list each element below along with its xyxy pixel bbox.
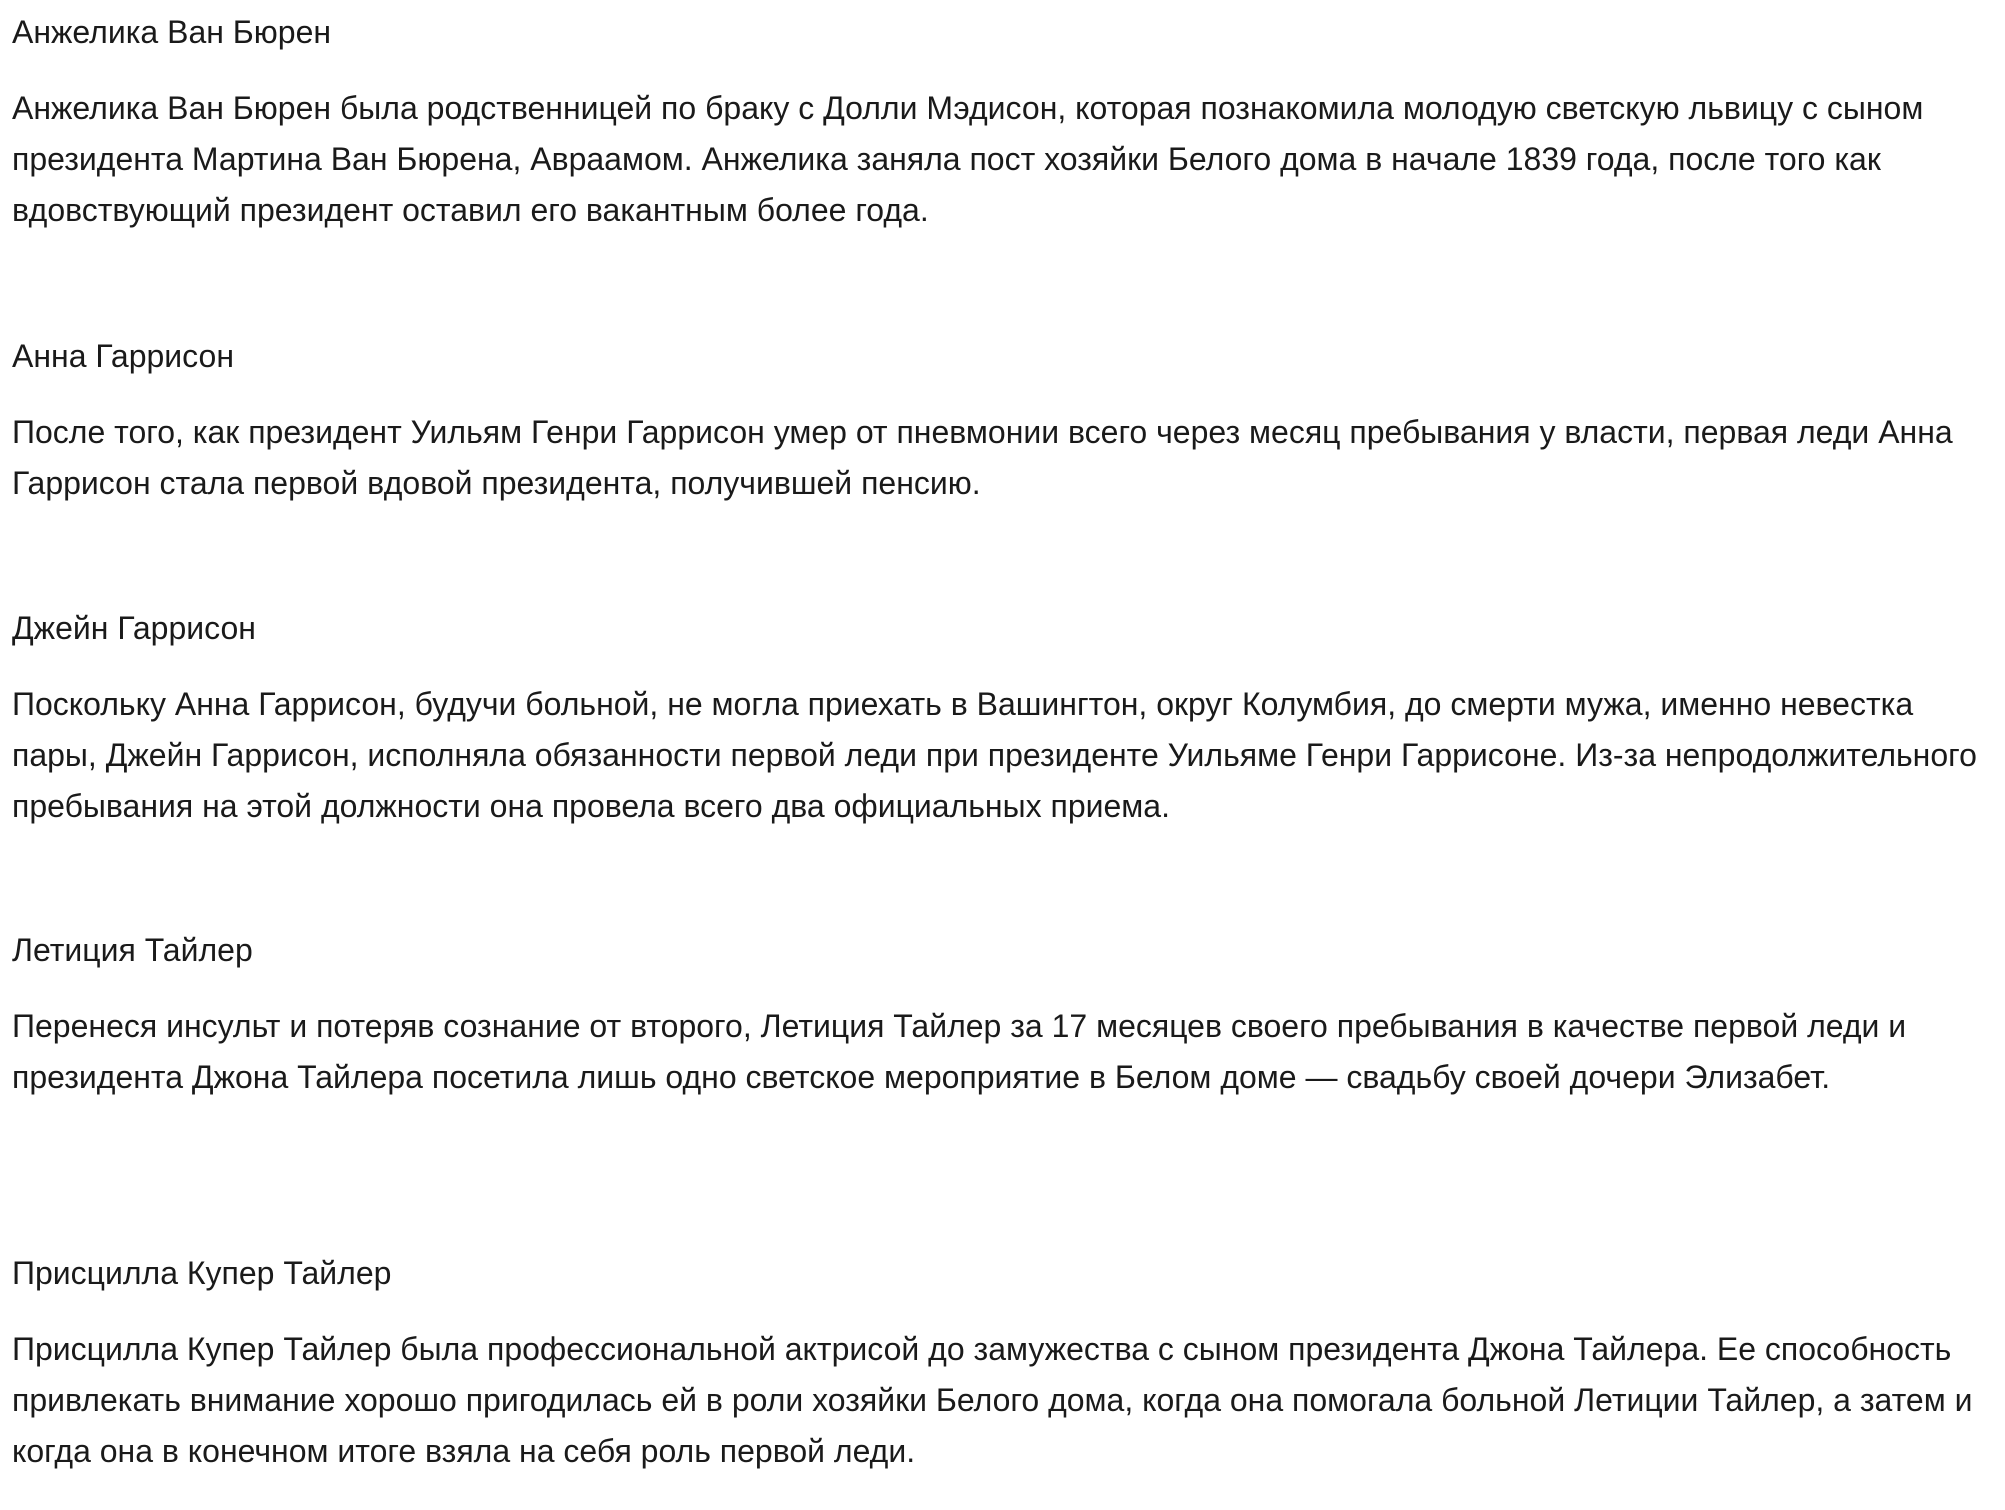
entry-paragraph: Поскольку Анна Гаррисон, будучи больной, не могла приехать в Вашингтон, округ Колумбия, до смерти мужа, именно невестка пары, Джейн Гаррисон, исполняла обязанности первой леди при президенте Уильяме Генри Гаррисоне. Из-за непродолжительного пребывания на этой должности она провела всего два официальных приема. xyxy=(12,686,1977,824)
entry-priscilla-cooper-tyler xyxy=(12,1253,1997,1477)
entry-paragraph: Перенеся инсульт и потеряв сознание от второго, Летиция Тайлер за 17 месяцев своего пребывания в качестве первой леди и президента Джона Тайлера посетила лишь одно светское мероприятие в Белом доме — свадьбу своей дочери Элизабет. xyxy=(12,1008,1907,1095)
entry-letitia-tyler xyxy=(12,930,1997,1103)
entry-title: Джейн Гаррисон xyxy=(12,610,256,646)
entry-paragraph: Анжелика Ван Бюрен была родственницей по браку с Долли Мэдисон, которая познакомила молодую светскую львицу с сыном президента Мартина Ван Бюрена, Авраамом. Анжелика заняла пост хозяйки Белого дома в начале 1839 года, после того как вдовствующий президент оставил его вакантным более года. xyxy=(12,90,1924,228)
entry-angelica-van-buren xyxy=(12,12,1997,236)
entry-anna-harrison xyxy=(12,336,1997,509)
entry-title: Анна Гаррисон xyxy=(12,338,234,374)
entry-title: Анжелика Ван Бюрен xyxy=(12,14,332,50)
entry-paragraph: Присцилла Купер Тайлер была профессиональной актрисой до замужества с сыном президента Джона Тайлера. Ее способность привлекать внимание хорошо пригодилась ей в роли хозяйки Белого дома, когда она помогала больной Летиции Тайлер, а затем и когда она в конечном итоге взяла на себя роль первой леди. xyxy=(12,1331,1973,1469)
entry-jane-harrison xyxy=(12,608,1997,832)
entry-title: Присцилла Купер Тайлер xyxy=(12,1255,392,1291)
entry-title: Летиция Тайлер xyxy=(12,932,253,968)
entry-paragraph: После того, как президент Уильям Генри Гаррисон умер от пневмонии всего через месяц пребывания у власти, первая леди Анна Гаррисон стала первой вдовой президента, получившей пенсию. xyxy=(12,414,1953,501)
